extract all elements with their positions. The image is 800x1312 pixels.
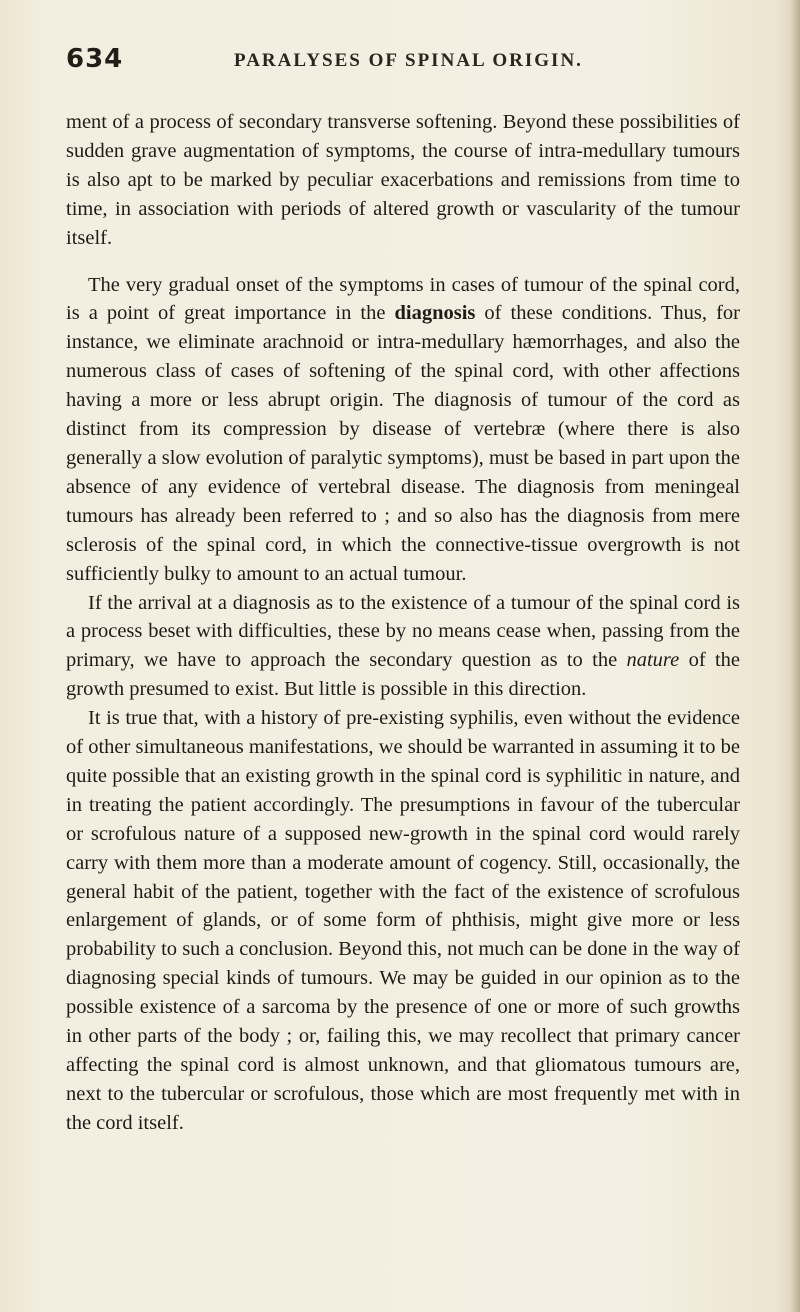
paragraph-continuation: ment of a process of secondary transverse softening. Beyond these possibilities of sudden grave augmentation of symptoms, the course of intra-medullary tumours is also apt to be marked by peculiar exacerbations and remissions from time to time, in association with periods of altered growth or vascularity of the tumour itself. (66, 111, 740, 249)
body-text (66, 108, 740, 1138)
paragraph-syphilis: It is true that, with a history of pre-existing syphilis, even without the evidence of other simultaneous manifestations, we should be warranted in assuming it to be quite possible that an existing growth in the spinal cord is syphilitic in nature, and in treating the patient accordingly. The presumptions in favour of the tubercular or scrofulous nature of a supposed new-growth in the spinal cord would rarely carry with them more than a moderate amount of cogency. Still, occasionally, the general habit of the patient, together with the fact of the existence of scrofulous enlargement of glands, or of some form of phthisis, might give more or less probability to such a conclusion. Beyond this, not much can be done in the way of diagnosing special kinds of tumours. We may be guided in our opinion as to the possible existence of a sarcoma by the presence of one or more of such growths in other parts of the body ; or, failing this, we may recollect that primary cancer affecting the spinal cord is almost unknown, and that gliomatous tumours are, next to the tubercular or scrofulous, those which are most frequently met with in the cord itself. (66, 707, 740, 1134)
paragraph-diagnosis-keyword: diagnosis (394, 302, 476, 325)
paragraph-nature (66, 589, 740, 705)
paragraph-diagnosis-lead: The very gradual onset of the symptoms in cases of tumour of the spinal cord, is a point of great importance in the (66, 273, 740, 325)
paragraph-nature-lead: If the arrival at a diagnosis as to the existence of a tumour of the spinal cord is a process beset with difficulties, these by no means cease when, passing from the primary, we have to approach the secondary question as to the (66, 591, 740, 672)
page-number: 634 (66, 44, 124, 74)
paragraph-nature-rest: of the growth presumed to exist. But little is possible in this direction. (66, 649, 740, 701)
paragraph-nature-keyword: nature (626, 649, 680, 672)
paragraph-diagnosis (66, 271, 740, 589)
page-edge-shadow (790, 0, 800, 1312)
running-head: PARALYSES OF SPINAL ORIGIN. (234, 50, 583, 71)
paragraph-diagnosis-rest: of these conditions. Thus, for instance, we eliminate arachnoid or intra-medullary hæmorrhages, and also the numerous class of cases of softening of the spinal cord, with other affections having a more or less abrupt origin. The diagnosis of tumour of the cord as distinct from its compression by disease of vertebræ (where there is also generally a slow evolution of paralytic symptoms), must be based in part upon the absence of any evidence of vertebral disease. The diagnosis from meningeal tumours has already been referred to ; and so also has the diagnosis from mere sclerosis of the spinal cord, in which the connective-tissue overgrowth is not sufficiently bulky to amount to an actual tumour. (66, 302, 740, 585)
page-header (66, 44, 746, 84)
